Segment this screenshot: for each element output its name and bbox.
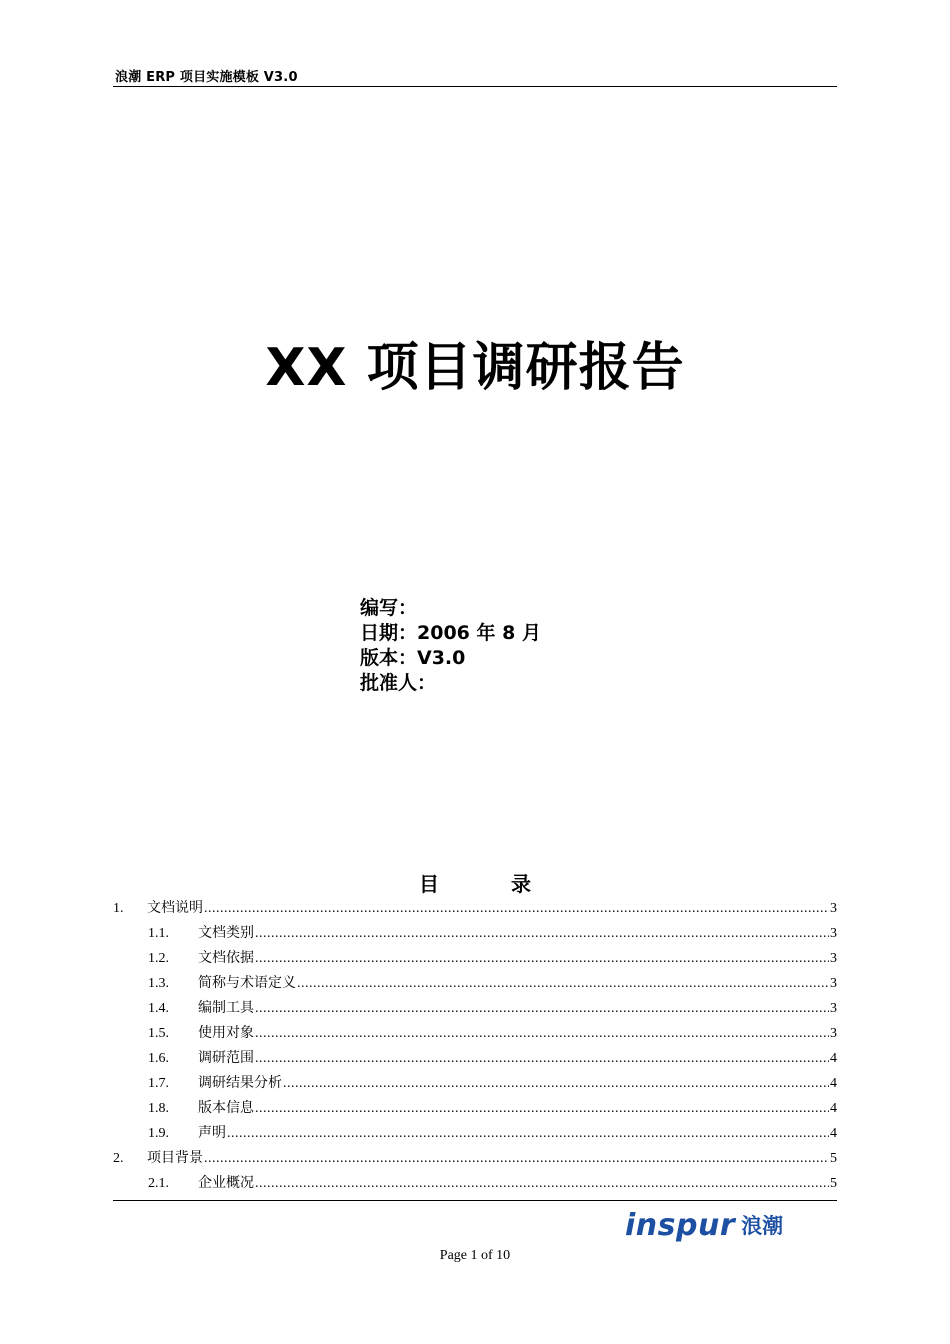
toc-entry[interactable]	[113, 946, 837, 971]
toc-dot-leader	[204, 1146, 829, 1171]
toc-entry-page: 3	[830, 976, 837, 991]
toc-entry-label: 文档类别	[198, 925, 254, 941]
table-of-contents	[113, 896, 837, 1196]
toc-entry-label: 版本信息	[198, 1100, 254, 1116]
toc-entry-number: 1.5.	[148, 1026, 169, 1041]
toc-entry-label: 简称与术语定义	[198, 975, 296, 991]
toc-entry-label: 调研范围	[198, 1050, 254, 1066]
toc-dot-leader	[255, 1096, 829, 1121]
toc-entry-label: 文档说明	[147, 900, 203, 916]
toc-entry-page: 3	[830, 1026, 837, 1041]
meta-date: 日期：2006 年 8 月	[360, 622, 541, 644]
toc-entry[interactable]	[113, 896, 837, 921]
toc-dot-leader	[297, 971, 829, 996]
toc-entry-number: 1.8.	[148, 1101, 169, 1116]
meta-approver: 批准人：	[360, 672, 437, 694]
toc-entry-number: 2.	[113, 1151, 124, 1166]
toc-dot-leader	[255, 946, 829, 971]
toc-entry-label: 编制工具	[198, 1000, 254, 1016]
toc-entry-number: 1.2.	[148, 951, 169, 966]
toc-entry-page: 5	[830, 1176, 837, 1191]
toc-dot-leader	[227, 1121, 829, 1146]
toc-dot-leader	[255, 1046, 829, 1071]
toc-entry-page: 3	[830, 951, 837, 966]
toc-entry[interactable]	[113, 1021, 837, 1046]
toc-entry-number: 1.7.	[148, 1076, 169, 1091]
toc-entry-page: 3	[830, 901, 837, 916]
toc-entry-label: 使用对象	[198, 1025, 254, 1041]
toc-dot-leader	[255, 1171, 829, 1196]
logo-wordmark: inspur	[625, 1207, 736, 1243]
toc-entry-page: 4	[830, 1101, 837, 1116]
toc-entry-label: 项目背景	[147, 1150, 203, 1166]
header-title: 浪潮 ERP 项目实施模板 V3.0	[115, 70, 298, 85]
toc-entry-number: 1.6.	[148, 1051, 169, 1066]
toc-entry-label: 企业概况	[198, 1175, 254, 1191]
toc-heading	[0, 868, 950, 897]
toc-entry-number: 1.1.	[148, 926, 169, 941]
toc-entry[interactable]	[113, 971, 837, 996]
toc-entry-number: 1.4.	[148, 1001, 169, 1016]
toc-entry[interactable]	[113, 1171, 837, 1196]
toc-heading-right: 录	[511, 872, 531, 896]
toc-entry-page: 4	[830, 1126, 837, 1141]
meta-author: 编写：	[360, 597, 418, 619]
toc-entry[interactable]	[113, 1071, 837, 1096]
document-meta	[360, 596, 541, 696]
toc-entry-page: 4	[830, 1051, 837, 1066]
toc-entry-page: 5	[830, 1151, 837, 1166]
toc-entry-label: 调研结果分析	[198, 1075, 282, 1091]
toc-entry-label: 声明	[198, 1125, 226, 1141]
toc-entry[interactable]	[113, 921, 837, 946]
meta-version: 版本：V3.0	[360, 647, 466, 669]
document-title: XX 项目调研报告	[265, 338, 685, 398]
toc-dot-leader	[255, 996, 829, 1021]
toc-dot-leader	[255, 1021, 829, 1046]
toc-heading-left: 目	[419, 872, 439, 896]
inspur-logo	[625, 1208, 783, 1242]
toc-entry[interactable]	[113, 1121, 837, 1146]
footer-divider	[113, 1200, 837, 1201]
toc-entry-page: 3	[830, 926, 837, 941]
toc-entry[interactable]	[113, 996, 837, 1021]
toc-entry-number: 1.9.	[148, 1126, 169, 1141]
toc-entry[interactable]	[113, 1046, 837, 1071]
toc-dot-leader	[204, 896, 829, 921]
page-header	[113, 64, 837, 87]
toc-entry-label: 文档依据	[198, 950, 254, 966]
toc-dot-leader	[255, 921, 829, 946]
toc-entry-page: 4	[830, 1076, 837, 1091]
page-number: Page 1 of 10	[439, 1248, 511, 1263]
toc-entry-number: 1.3.	[148, 976, 169, 991]
toc-entry[interactable]	[113, 1146, 837, 1171]
toc-entry-page: 3	[830, 1001, 837, 1016]
logo-chinese: 浪潮	[741, 1214, 784, 1238]
toc-entry[interactable]	[113, 1096, 837, 1121]
toc-entry-number: 1.	[113, 901, 124, 916]
toc-dot-leader	[283, 1071, 829, 1096]
toc-entry-number: 2.1.	[148, 1176, 169, 1191]
